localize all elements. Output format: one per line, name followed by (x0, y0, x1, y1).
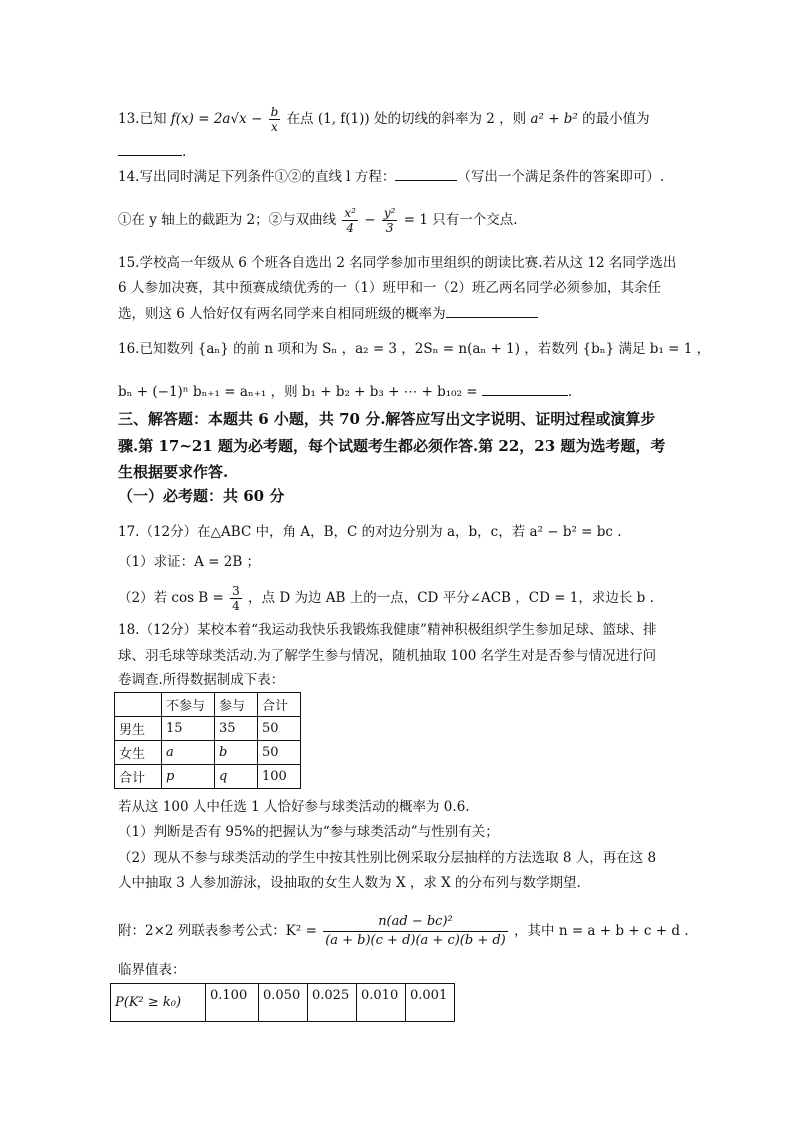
q14-cond: ①在 y 轴上的截距为 2；②与双曲线 (118, 212, 337, 228)
table-cell: 15 (162, 717, 215, 741)
q17-frac-den: 4 (232, 599, 240, 613)
table-cell: 0.001 (406, 984, 455, 1022)
q13-frac-den: x (271, 120, 278, 134)
q14-frac2-num: y² (383, 206, 396, 220)
q15-line1: 15.学校高一年级从 6 个班各自选出 2 名同学参加市里组织的朗读比赛.若从这 12 名同学选出 (118, 255, 677, 271)
q14-line2 (118, 206, 518, 235)
q14-frac1-den: 4 (346, 221, 354, 235)
q17-part2-a: （2）若 cos B = (118, 590, 224, 606)
critical-value-table (110, 983, 455, 1022)
q18-part2-line1: （2）现从不参与球类活动的学生中按其性别比例采取分层抽样的方法选取 8 人，再在这 8 (118, 850, 657, 866)
q14-line1 (118, 166, 664, 187)
q14-frac1 (342, 206, 358, 235)
q14-frac2-den: 3 (385, 221, 394, 235)
critical-label: 临界值表： (118, 962, 186, 978)
q17-frac-num: 3 (232, 584, 240, 598)
q14-cond-end: = 1 只有一个交点. (403, 212, 518, 228)
section3-heading-line1: 三、解答题：本题共 6 小题，共 70 分.解答应写出文字说明、证明过程或演算步 (118, 410, 656, 428)
q18-part2-line2: 人中抽取 3 人参加游泳，设抽取的女生人数为 X ，求 X 的分布列与数学期望. (118, 875, 581, 891)
q15-line2: 6 人参加决赛，其中预赛成绩优秀的一（1）班甲和一（2）班乙两名同学必须参加，其余任 (118, 280, 662, 296)
q14-frac1-num: x² (344, 206, 356, 220)
q13-expr: a² + b² (530, 111, 578, 127)
q13-fraction (269, 105, 281, 134)
formula-prefix: 附：2×2 列联表参考公式：K² = (118, 923, 317, 939)
q13-line (118, 105, 650, 134)
q14-text: 14.写出同时满足下列条件①②的直线 l 方程： (118, 169, 396, 185)
formula-num: n(ad − bc)² (323, 913, 508, 932)
q13-func: f(x) = 2a√x − (170, 111, 263, 127)
table-cell: 男生 (115, 717, 162, 741)
table-cell: 35 (215, 717, 258, 741)
q16-answer-blank[interactable] (482, 381, 568, 396)
table-row (115, 765, 301, 789)
table-header-cell (115, 693, 162, 717)
q17-part2 (118, 584, 654, 613)
table-cell: 0.010 (357, 984, 406, 1022)
table-cell: 100 (258, 765, 301, 789)
q15-line3 (118, 303, 538, 324)
q13-end: . (182, 144, 187, 160)
table-cell: 0.100 (206, 984, 259, 1022)
table-header-cell: 参与 (215, 693, 258, 717)
table-cell: b (215, 741, 258, 765)
q18-probability-note: 若从这 100 人中任选 1 人恰好参与球类活动的概率为 0.6. (118, 799, 470, 815)
table-header-cell: 合计 (258, 693, 301, 717)
q13-answer-line (118, 141, 186, 162)
table-cell: 合计 (115, 765, 162, 789)
q17-line1: 17.（12分）在△ABC 中，角 A，B，C 的对边分别为 a，b，c，若 a² − b² = bc . (118, 524, 622, 540)
q16-end: . (567, 384, 573, 400)
q14-note: （写出一个满足条件的答案即可）. (457, 169, 665, 185)
section3-heading-line2: 骤.第 17~21 题为必考题，每个试题考生都必须作答.第 22，23 题为选考题，考 (118, 437, 666, 455)
q13-answer-blank[interactable] (118, 141, 182, 156)
q13-prefix: 13.已知 (118, 111, 167, 127)
table-cell: a (162, 741, 215, 765)
q18-part1: （1）判断是否有 95%的把握认为“参与球类活动”与性别有关； (118, 824, 499, 840)
q14-frac2 (382, 206, 398, 235)
q13-mid: 在点 (1, f(1)) 处的切线的斜率为 2 ，则 (286, 111, 527, 127)
q18-contingency-table (114, 692, 301, 789)
table-row (115, 717, 301, 741)
q18-line3: 卷调查.所得数据制成下表： (118, 672, 285, 688)
q16-text2: bₙ + (−1)ⁿ bₙ₊₁ = aₙ₊₁ ，则 b₁ + b₂ + b₃ + ⋯ + b₁₀₂ = (118, 384, 478, 400)
q14-answer-blank[interactable] (395, 166, 457, 181)
q15-text3: 选，则这 6 人恰好仅有两名同学来自相同班级的概率为 (118, 306, 446, 322)
table-cell: q (215, 765, 258, 789)
table-cell: 50 (258, 741, 301, 765)
table-row (115, 741, 301, 765)
section3-subheading: （一）必考题：共 60 分 (118, 487, 285, 505)
table-cell: 女生 (115, 741, 162, 765)
q14-minus: − (364, 212, 376, 228)
table-cell: 50 (258, 717, 301, 741)
q15-answer-blank[interactable] (446, 303, 538, 318)
formula-suffix: ，其中 n = a + b + c + d . (514, 923, 689, 939)
q13-suffix: 的最小值为 (582, 111, 650, 127)
table-cell: 0.025 (308, 984, 357, 1022)
q18-line1: 18.（12分）某校本着“我运动我快乐我锻炼我健康”精神积极组织学生参加足球、篮球、排 (118, 622, 657, 638)
q17-part2-b: ，点 D 为边 AB 上的一点，CD 平分∠ACB ，CD = 1，求边长 b . (248, 590, 654, 606)
table-header-row (115, 693, 301, 717)
formula-fraction (323, 913, 508, 950)
q18-formula-line (118, 913, 689, 950)
q17-part1: （1）求证：A = 2B ； (118, 554, 261, 570)
q16-line1: 16.已知数列 {aₙ} 的前 n 项和为 Sₙ ，a₂ = 3 ，2Sₙ = n(aₙ + 1) ，若数列 {bₙ} 满足 b₁ = 1 ， (118, 341, 711, 357)
formula-den: (a + b)(c + d)(a + c)(b + d) (325, 933, 506, 948)
table-cell: 0.050 (259, 984, 308, 1022)
q13-frac-num: b (270, 105, 279, 119)
table-cell: p (162, 765, 215, 789)
q17-fraction (230, 584, 242, 613)
q18-line2: 球、羽毛球等球类活动.为了解学生参与情况，随机抽取 100 名学生对是否参与情况进行问 (118, 648, 657, 664)
q16-line2 (118, 381, 572, 402)
table-row (111, 984, 455, 1022)
section3-heading-line3: 生根据要求作答. (118, 463, 229, 481)
table-header-cell: 不参与 (162, 693, 215, 717)
critical-head-cell: P(K² ≥ k₀) (111, 984, 206, 1022)
